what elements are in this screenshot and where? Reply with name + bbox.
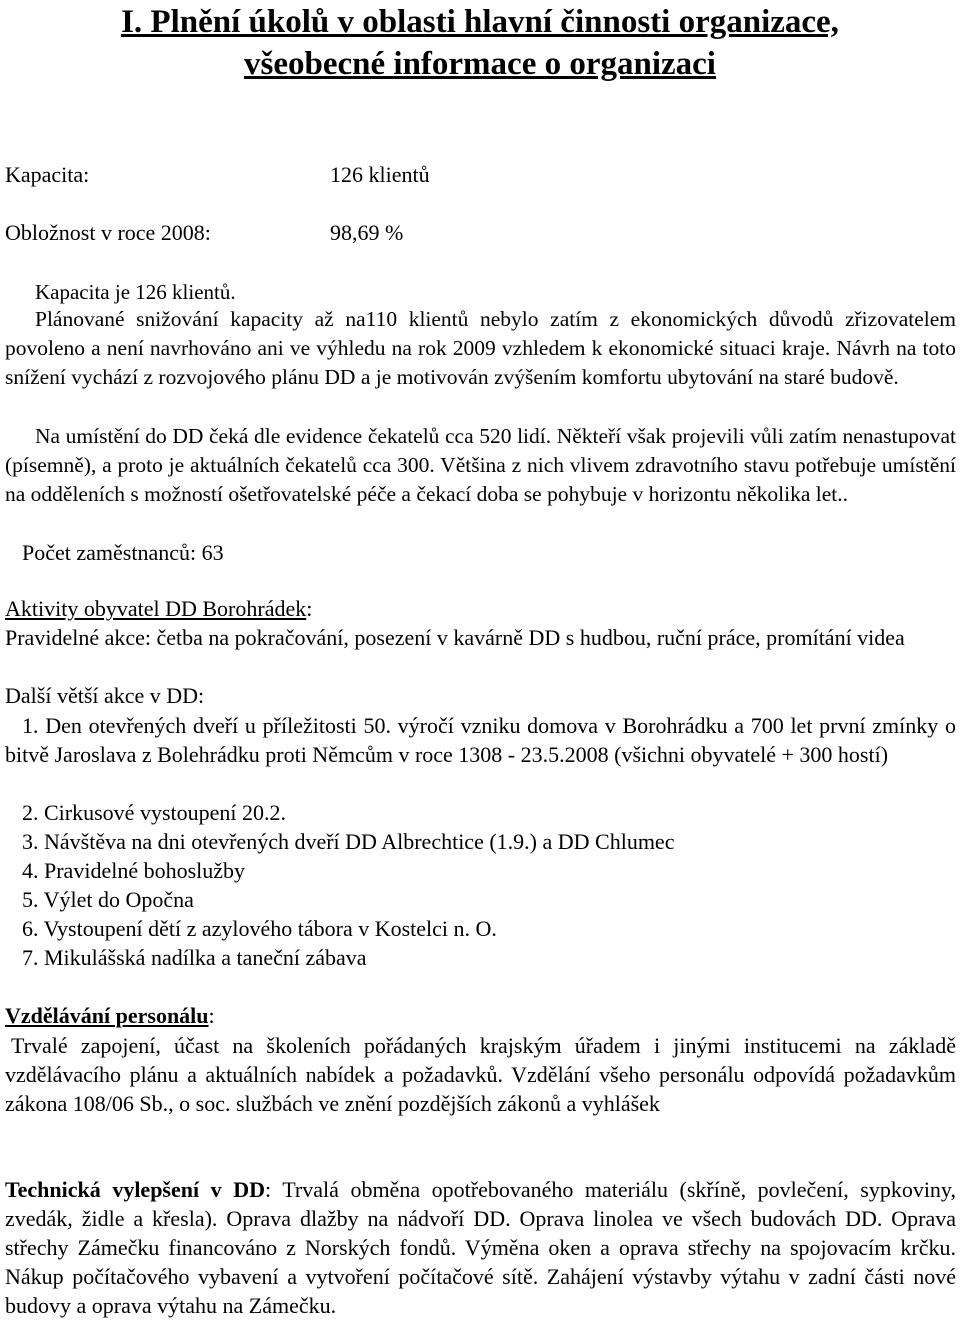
capacity-sentence: Kapacita je 126 klientů. [35,280,236,304]
activities-heading-text: Aktivity obyvatel DD Borohrádek [5,596,307,621]
technical-text: Trvalá obměna opotřebovaného materiálu (skříně, povlečení, sypkoviny, zvedák, židle a křesla). Oprava dlažby na nádvoří DD. Oprava linolea ve všech budovách DD. Oprava střechy Zámečku financováno z Norských fondů. Výměna oken a oprava střechy na spojovacím krčku. Nákup počítačového vybavení a vytvoření počítačové sítě. Zahájení výstavby výtahu v zadní části nové budovy a oprava výtahu na Zámečku. [5,1177,956,1318]
page-title-line-2: všeobecné informace o organizaci [244,46,716,82]
education-heading [5,1001,215,1030]
technical-paragraph [5,1175,956,1320]
activities-heading [5,594,312,623]
event-list-item: 4. Pravidelné bohoslužby [22,858,246,883]
staff-count: Počet zaměstnanců: 63 [22,540,224,565]
bigger-events-label: Další větší akce v DD: [5,683,205,708]
education-heading-colon: : [208,1003,215,1028]
event-list-item: 5. Výlet do Opočna [22,887,194,912]
page-title-line-1: I. Plnění úkolů v oblasti hlavní činnosti organizace, [121,4,839,40]
occupancy-value: 98,69 % [330,220,404,245]
capacity-value: 126 klientů [330,162,430,187]
education-heading-text: Vzdělávání personálu [5,1003,209,1028]
event-list-item: 6. Vystoupení dětí z azylového tábora v Kostelci n. O. [22,916,497,941]
occupancy-label: Obložnost v roce 2008: [5,220,211,245]
regular-activities-paragraph: Pravidelné akce: četba na pokračování, posezení v kavárně DD s hudbou, ruční práce, promítání videa [5,625,905,650]
education-paragraph: Trvalé zapojení, účast na školeních pořádaných krajským úřadem i jinými institucemi na základě vzdělávacího plánu a aktuálních nabídek a požadavků. Vzdělání všeho personálu odpovídá požadavkům zákona 108/06 Sb., o soc. službách ve znění pozdějších zákonů a vyhlášek [5,1033,956,1116]
capacity-label: Kapacita: [5,162,90,187]
event-list-item: 3. Návštěva na dni otevřených dveří DD Albrechtice (1.9.) a DD Chlumec [22,829,675,854]
event-list-item: 2. Cirkusové vystoupení 20.2. [22,800,286,825]
event-list-item: 7. Mikulášská nadílka a taneční zábava [22,945,367,970]
waiting-list-paragraph: Na umístění do DD čeká dle evidence čekatelů cca 520 lidí. Někteří však projevili vůli zatím nenastupovat (písemně), a proto je aktuálních čekatelů cca 300. Většina z nich vlivem zdravotního stavu potřebuje umístění na odděleních s možností ošetřovatelské péče a čekací doba se pohybuje v horizontu několika let.. [5,424,956,506]
capacity-plan-paragraph: Plánované snižování kapacity až na110 klientů nebylo zatím z ekonomických důvodů zřizovatelem povoleno a není navrhováno ani ve výhledu na rok 2009 vzhledem k ekonomické situaci kraje. Návrh na toto snížení vychází z rozvojového plánu DD a je motivován zvýšením komfortu ubytování na staré budově. [5,307,956,389]
event-list-item: 1. Den otevřených dveří u příležitosti 50. výročí vzniku domova v Borohrádku a 700 let první zmínky o bitvě Jaroslava z Bolehrádku proti Němcům v roce 1308 - 23.5.2008 (všichni obyvatelé + 300 hostí) [5,713,956,767]
technical-heading-text: Technická vylepšení v DD [5,1177,265,1202]
activities-heading-colon: : [306,596,313,621]
technical-heading-colon: : [264,1177,272,1202]
